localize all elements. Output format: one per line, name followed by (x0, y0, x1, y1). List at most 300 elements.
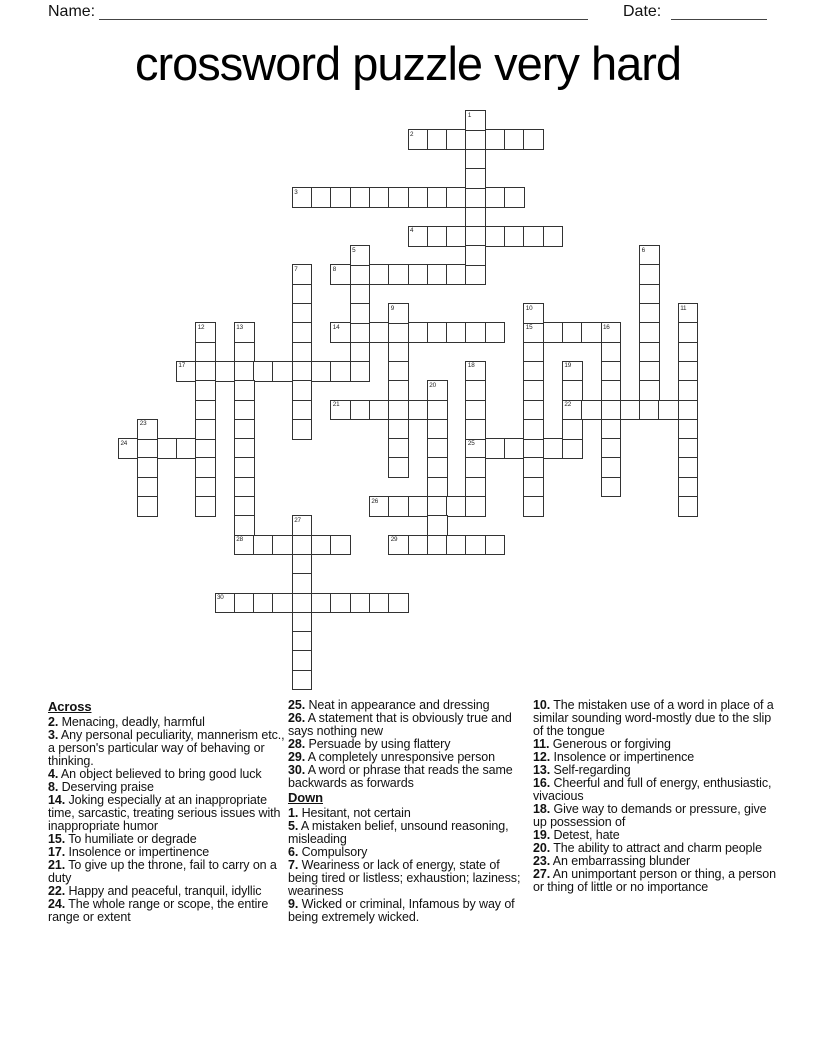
grid-cell[interactable] (427, 400, 448, 421)
grid-cell[interactable] (465, 419, 486, 440)
cell-number: 2 (410, 130, 414, 138)
grid-cell[interactable] (465, 129, 486, 150)
clue-item: 10. The mistaken use of a word in place of a similar sounding word-mostly due to the slip of the tongue (533, 698, 774, 738)
cell-number: 19 (564, 362, 571, 370)
grid-cell[interactable] (137, 419, 158, 440)
grid-cell[interactable] (292, 554, 313, 575)
grid-cell[interactable] (465, 226, 486, 247)
grid-cell[interactable] (215, 361, 236, 382)
grid-cell[interactable] (485, 129, 506, 150)
grid-cell[interactable] (388, 593, 409, 614)
grid-cell[interactable] (350, 303, 371, 324)
grid-cell[interactable] (523, 496, 544, 517)
cell-number: 25 (467, 439, 475, 447)
clue-item: 9. Wicked or criminal, Infamous by way of being extremely wicked. (288, 897, 515, 924)
grid-cell[interactable] (601, 322, 622, 343)
name-underline[interactable] (99, 0, 588, 20)
grid-cell[interactable] (137, 438, 158, 459)
grid-cell[interactable] (504, 129, 525, 150)
cell-number: 21 (332, 401, 340, 408)
grid-cell[interactable] (620, 400, 641, 421)
grid-cell[interactable] (234, 419, 255, 440)
grid-cell[interactable] (137, 496, 158, 517)
grid-cell[interactable] (446, 264, 467, 285)
grid-cell[interactable] (369, 264, 390, 285)
cell-number: 4 (410, 227, 414, 235)
clue-item: 6. Compulsory (288, 845, 368, 859)
cell-number: 24 (120, 439, 128, 447)
grid-cell[interactable] (465, 457, 486, 478)
grid-cell[interactable] (485, 322, 506, 343)
grid-cell[interactable] (292, 264, 313, 285)
grid-cell[interactable] (523, 380, 544, 401)
clue-number: 6. (288, 845, 299, 859)
grid-cell[interactable] (408, 322, 429, 343)
clue-number: 4. (48, 767, 59, 781)
clue-number: 11. (533, 737, 550, 751)
grid-cell[interactable] (330, 322, 351, 343)
grid-cell[interactable] (465, 245, 486, 266)
grid-cell[interactable] (523, 477, 544, 498)
grid-cell[interactable] (581, 322, 602, 343)
grid-cell[interactable] (292, 419, 313, 440)
grid-cell[interactable] (234, 457, 255, 478)
grid-cell[interactable] (523, 361, 544, 382)
clue-column-2 (288, 699, 526, 924)
cell-number: 14 (332, 323, 340, 331)
grid-cell[interactable] (562, 419, 583, 440)
grid-cell[interactable] (523, 322, 544, 343)
clue-number: 21. (48, 858, 66, 872)
grid-cell[interactable] (562, 322, 583, 343)
grid-cell[interactable] (523, 438, 544, 459)
cell-number: 3 (294, 188, 298, 196)
clue-number: 10. (533, 698, 551, 712)
grid-cell[interactable] (678, 438, 699, 459)
cell-number: 27 (294, 516, 301, 524)
grid-cell[interactable] (523, 129, 544, 150)
clue-number: 25. (288, 698, 306, 712)
grid-cell[interactable] (601, 457, 622, 478)
clue-number: 15. (48, 832, 66, 846)
grid-cell[interactable] (465, 168, 486, 189)
clue-number: 26. (288, 711, 306, 725)
cell-number: 28 (236, 536, 243, 544)
cell-number: 18 (467, 362, 475, 370)
grid-cell[interactable] (408, 400, 429, 421)
grid-cell[interactable] (330, 264, 351, 285)
cell-number: 22 (564, 401, 571, 408)
grid-cell[interactable] (388, 322, 409, 343)
grid-cell[interactable] (388, 342, 409, 363)
grid-cell[interactable] (562, 361, 583, 382)
clue-item: 30. A word or phrase that reads the same backwards as forwards (288, 763, 513, 790)
grid-cell[interactable] (195, 322, 216, 343)
date-underline[interactable] (671, 0, 767, 20)
grid-cell[interactable] (465, 496, 486, 517)
clue-number: 3. (48, 728, 59, 742)
clue-item: 29. A completely unresponsive person (288, 750, 495, 764)
grid-cell[interactable] (639, 380, 660, 401)
grid-cell[interactable] (465, 477, 486, 498)
cell-number: 7 (294, 265, 298, 273)
grid-cell[interactable] (639, 400, 660, 421)
cell-number: 20 (429, 381, 436, 389)
grid-cell[interactable] (427, 515, 448, 536)
grid-cell[interactable] (350, 245, 371, 266)
grid-cell[interactable] (408, 535, 429, 556)
grid-cell[interactable] (350, 264, 371, 285)
grid-cell[interactable] (581, 400, 602, 421)
grid-cell[interactable] (523, 226, 544, 247)
grid-cell[interactable] (292, 573, 313, 594)
grid-cell[interactable] (195, 380, 216, 401)
grid-cell[interactable] (369, 187, 390, 208)
grid-cell[interactable] (678, 361, 699, 382)
cell-number: 12 (197, 323, 205, 331)
grid-cell[interactable] (292, 650, 313, 671)
grid-cell[interactable] (485, 438, 506, 459)
grid-cell[interactable] (195, 400, 216, 421)
grid-cell[interactable] (234, 496, 255, 517)
grid-cell[interactable] (137, 477, 158, 498)
grid-cell[interactable] (427, 226, 448, 247)
grid-cell[interactable] (427, 187, 448, 208)
grid-cell[interactable] (234, 342, 255, 363)
clue-item: 15. To humiliate or degrade (48, 832, 197, 846)
clue-number: 20. (533, 841, 551, 855)
grid-cell[interactable] (601, 477, 622, 498)
clue-number: 12. (533, 750, 551, 764)
grid-cell[interactable] (330, 400, 351, 421)
clue-item: 13. Self-regarding (533, 763, 631, 777)
clue-number: 2. (48, 715, 59, 729)
clue-number: 7. (288, 858, 299, 872)
clue-item: 26. A statement that is obviously true and says nothing new (288, 711, 512, 738)
grid-cell[interactable] (465, 187, 486, 208)
clue-item: 7. Weariness or lack of energy, state of being tired or listless; exhaustion; laziness; weariness (288, 858, 521, 898)
grid-cell[interactable] (427, 129, 448, 150)
clue-number: 23. (533, 854, 551, 868)
grid-cell[interactable] (388, 400, 409, 421)
grid-cell[interactable] (601, 419, 622, 440)
clues-across-header: Across (48, 699, 92, 714)
grid-cell[interactable] (678, 380, 699, 401)
grid-cell[interactable] (678, 303, 699, 324)
grid-cell[interactable] (465, 207, 486, 228)
grid-cell[interactable] (137, 457, 158, 478)
grid-cell[interactable] (253, 593, 274, 614)
grid-cell[interactable] (562, 400, 583, 421)
grid-cell[interactable] (350, 400, 371, 421)
grid-cell[interactable] (639, 284, 660, 305)
grid-cell[interactable] (485, 535, 506, 556)
grid-cell[interactable] (369, 400, 390, 421)
grid-cell[interactable] (369, 496, 390, 517)
grid-cell[interactable] (369, 593, 390, 614)
grid-cell[interactable] (408, 226, 429, 247)
grid-cell[interactable] (388, 187, 409, 208)
grid-cell[interactable] (330, 361, 351, 382)
cell-number: 26 (371, 497, 378, 505)
grid-cell[interactable] (678, 342, 699, 363)
clue-item: 4. An object believed to bring good luck (48, 767, 262, 781)
grid-cell[interactable] (388, 264, 409, 285)
grid-cell[interactable] (427, 322, 448, 343)
clues-down-header: Down (288, 790, 323, 805)
grid-cell[interactable] (601, 342, 622, 363)
clue-number: 30. (288, 763, 306, 777)
grid-cell[interactable] (234, 361, 255, 382)
grid-cell[interactable] (388, 535, 409, 556)
grid-cell[interactable] (195, 361, 216, 382)
clue-number: 9. (288, 897, 299, 911)
grid-cell[interactable] (311, 593, 332, 614)
clue-item: 22. Happy and peaceful, tranquil, idyllic (48, 884, 262, 898)
grid-cell[interactable] (388, 438, 409, 459)
grid-cell[interactable] (350, 284, 371, 305)
cell-number: 13 (236, 323, 243, 331)
grid-cell[interactable] (350, 593, 371, 614)
grid-cell[interactable] (678, 419, 699, 440)
grid-cell[interactable] (523, 419, 544, 440)
cell-number: 29 (390, 536, 398, 544)
grid-cell[interactable] (292, 187, 313, 208)
clue-item: 27. An unimportant person or thing, a person or thing of little or no importance (533, 867, 776, 894)
cell-number: 30 (217, 594, 224, 601)
grid-cell[interactable] (292, 361, 313, 382)
grid-cell[interactable] (639, 342, 660, 363)
grid-cell[interactable] (292, 342, 313, 363)
grid-cell[interactable] (272, 535, 293, 556)
cell-number: 10 (525, 304, 533, 312)
grid-cell[interactable] (639, 264, 660, 285)
grid-cell[interactable] (523, 457, 544, 478)
grid-cell[interactable] (658, 400, 679, 421)
grid-cell[interactable] (485, 226, 506, 247)
grid-cell[interactable] (678, 400, 699, 421)
grid-cell[interactable] (408, 129, 429, 150)
grid-cell[interactable] (408, 187, 429, 208)
clue-item: 1. Hesitant, not certain (288, 806, 411, 820)
grid-cell[interactable] (253, 361, 274, 382)
grid-cell[interactable] (157, 438, 178, 459)
grid-cell[interactable] (446, 187, 467, 208)
grid-cell[interactable] (543, 226, 564, 247)
page-title: crossword puzzle very hard (134, 37, 682, 90)
grid-cell[interactable] (292, 322, 313, 343)
cell-number: 5 (352, 246, 356, 254)
clue-number: 19. (533, 828, 551, 842)
name-label: Name: (48, 3, 96, 20)
clue-number: 14. (48, 793, 66, 807)
grid-cell[interactable] (215, 593, 236, 614)
grid-cell[interactable] (639, 245, 660, 266)
grid-cell[interactable] (234, 380, 255, 401)
cell-number: 8 (332, 265, 337, 273)
grid-cell[interactable] (678, 496, 699, 517)
grid-cell[interactable] (427, 477, 448, 498)
grid-cell[interactable] (330, 187, 351, 208)
clue-item: 23. An embarrassing blunder (533, 854, 691, 868)
grid-cell[interactable] (234, 477, 255, 498)
grid-cell[interactable] (388, 457, 409, 478)
grid-cell[interactable] (234, 438, 255, 459)
grid-cell[interactable] (388, 303, 409, 324)
grid-cell[interactable] (543, 438, 564, 459)
cell-number: 1 (467, 111, 472, 119)
grid-cell[interactable] (678, 322, 699, 343)
grid-cell[interactable] (639, 361, 660, 382)
grid-cell[interactable] (601, 438, 622, 459)
grid-cell[interactable] (465, 361, 486, 382)
grid-cell[interactable] (195, 457, 216, 478)
grid-cell[interactable] (446, 322, 467, 343)
grid-cell[interactable] (388, 380, 409, 401)
grid-cell[interactable] (388, 419, 409, 440)
clue-item: 2. Menacing, deadly, harmful (48, 715, 205, 729)
grid-cell[interactable] (465, 400, 486, 421)
grid-cell[interactable] (272, 593, 293, 614)
grid-cell[interactable] (330, 535, 351, 556)
grid-cell[interactable] (523, 342, 544, 363)
grid-cell[interactable] (427, 380, 448, 401)
clue-item: 24. The whole range or scope, the entire range or extent (48, 897, 269, 924)
grid-cell[interactable] (465, 438, 486, 459)
grid-cell[interactable] (118, 438, 139, 459)
clue-column-3 (533, 699, 776, 894)
grid-cell[interactable] (408, 264, 429, 285)
clue-number: 16. (533, 776, 551, 790)
grid-cell[interactable] (272, 361, 293, 382)
grid-cell[interactable] (465, 110, 486, 131)
grid-cell[interactable] (176, 438, 197, 459)
grid-cell[interactable] (446, 226, 467, 247)
grid-cell[interactable] (292, 612, 313, 633)
grid-cell[interactable] (601, 380, 622, 401)
grid-cell[interactable] (292, 593, 313, 614)
grid-cell[interactable] (234, 400, 255, 421)
grid-cell[interactable] (388, 361, 409, 382)
grid-cell[interactable] (427, 457, 448, 478)
cell-number: 17 (178, 362, 185, 370)
grid-cell[interactable] (292, 303, 313, 324)
grid-cell[interactable] (350, 361, 371, 382)
grid-cell[interactable] (562, 438, 583, 459)
cell-number: 23 (139, 420, 147, 428)
grid-cell[interactable] (465, 149, 486, 170)
grid-cell[interactable] (369, 322, 390, 343)
grid-cell[interactable] (292, 670, 313, 691)
grid-cell[interactable] (292, 400, 313, 421)
grid-cell[interactable] (350, 342, 371, 363)
grid-cell[interactable] (234, 515, 255, 536)
grid-cell[interactable] (176, 361, 197, 382)
grid-cell[interactable] (195, 342, 216, 363)
grid-cell[interactable] (465, 535, 486, 556)
grid-cell[interactable] (350, 187, 371, 208)
grid-cell[interactable] (330, 593, 351, 614)
cell-number: 6 (641, 246, 645, 254)
grid-cell[interactable] (446, 535, 467, 556)
clue-item: 8. Deserving praise (48, 780, 154, 794)
grid-cell[interactable] (253, 535, 274, 556)
grid-cell[interactable] (292, 631, 313, 652)
cell-number: 9 (390, 304, 394, 312)
grid-cell[interactable] (427, 438, 448, 459)
grid-cell[interactable] (234, 593, 255, 614)
grid-cell[interactable] (523, 400, 544, 421)
grid-cell[interactable] (639, 322, 660, 343)
clue-number: 24. (48, 897, 66, 911)
grid-cell[interactable] (311, 361, 332, 382)
grid-cell[interactable] (292, 535, 313, 556)
grid-cell[interactable] (523, 303, 544, 324)
grid-cell[interactable] (195, 419, 216, 440)
grid-cell[interactable] (446, 129, 467, 150)
cell-number: 16 (603, 323, 610, 331)
grid-cell[interactable] (678, 477, 699, 498)
grid-cell[interactable] (504, 226, 525, 247)
grid-cell[interactable] (504, 438, 525, 459)
grid-cell[interactable] (292, 284, 313, 305)
clue-item: 18. Give way to demands or pressure, give up possession of (533, 802, 767, 829)
grid-cell[interactable] (427, 419, 448, 440)
grid-cell[interactable] (543, 322, 564, 343)
grid-cell[interactable] (601, 361, 622, 382)
date-label: Date: (623, 3, 662, 20)
grid-cell[interactable] (504, 187, 525, 208)
clue-number: 8. (48, 780, 59, 794)
grid-cell[interactable] (601, 400, 622, 421)
grid-cell[interactable] (311, 535, 332, 556)
grid-cell[interactable] (427, 264, 448, 285)
grid-cell[interactable] (427, 535, 448, 556)
grid-cell[interactable] (408, 496, 429, 517)
grid-cell[interactable] (446, 496, 467, 517)
clue-item: 11. Generous or forgiving (533, 737, 671, 751)
grid-cell[interactable] (292, 515, 313, 536)
clue-number: 28. (288, 737, 306, 751)
clue-item: 5. A mistaken belief, unsound reasoning, misleading (288, 819, 509, 846)
clue-number: 18. (533, 802, 551, 816)
grid-cell[interactable] (639, 303, 660, 324)
grid-cell[interactable] (234, 535, 255, 556)
grid-cell[interactable] (234, 322, 255, 343)
grid-cell[interactable] (350, 322, 371, 343)
grid-cell[interactable] (465, 380, 486, 401)
clue-number: 1. (288, 806, 299, 820)
grid-cell[interactable] (465, 322, 486, 343)
cell-number: 11 (680, 304, 687, 312)
clue-item: 12. Insolence or impertinence (533, 750, 695, 764)
grid-cell[interactable] (311, 187, 332, 208)
clue-item: 17. Insolence or impertinence (48, 845, 210, 859)
grid-cell[interactable] (678, 457, 699, 478)
grid-cell[interactable] (388, 496, 409, 517)
grid-cell[interactable] (195, 477, 216, 498)
grid-cell[interactable] (195, 438, 216, 459)
grid-cell[interactable] (485, 187, 506, 208)
clue-item: 14. Joking especially at an inappropriate time, sarcastic, treating serious issues with inappropriate humor (48, 793, 281, 833)
grid-cell[interactable] (465, 264, 486, 285)
clue-number: 17. (48, 845, 66, 859)
grid-cell[interactable] (562, 380, 583, 401)
clue-item: 21. To give up the throne, fail to carry on a duty (48, 858, 277, 885)
grid-cell[interactable] (195, 496, 216, 517)
grid-cell[interactable] (427, 496, 448, 517)
grid-cell[interactable] (292, 380, 313, 401)
